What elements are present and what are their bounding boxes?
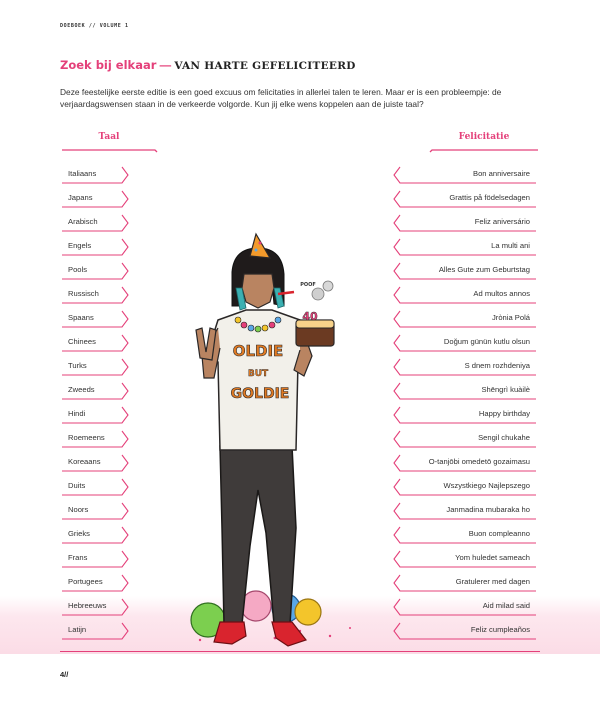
language-label: Hindi bbox=[68, 409, 86, 418]
greeting-item[interactable] bbox=[392, 333, 536, 357]
greeting-label: Happy birthday bbox=[478, 409, 530, 418]
language-label: Italiaans bbox=[68, 169, 97, 178]
language-label: Grieks bbox=[68, 529, 90, 538]
greeting-label: Buon compleanno bbox=[468, 529, 530, 538]
language-label: Koreaans bbox=[68, 457, 101, 466]
smoke-text: POOF bbox=[300, 282, 316, 288]
smoke-puff-1 bbox=[312, 288, 324, 300]
language-label: Arabisch bbox=[68, 217, 98, 226]
greeting-label: Jrònia Polá bbox=[492, 313, 530, 322]
greeting-label: Feliz aniversário bbox=[474, 217, 530, 226]
page-number: 4// bbox=[60, 670, 69, 679]
title-dash: — bbox=[159, 60, 172, 72]
language-label: Portugees bbox=[68, 577, 103, 586]
language-item[interactable] bbox=[60, 261, 128, 285]
greeting-label: Sengil chukahe bbox=[478, 433, 530, 442]
language-label: Zweeds bbox=[68, 385, 95, 394]
language-item[interactable] bbox=[60, 573, 128, 597]
language-label: Chinees bbox=[68, 337, 96, 346]
language-label: Latijn bbox=[68, 625, 87, 634]
language-item[interactable] bbox=[60, 285, 128, 309]
language-label: Turks bbox=[68, 361, 87, 370]
greeting-label: Grattis på födelsedagen bbox=[449, 193, 530, 202]
yellow-balloon bbox=[295, 599, 321, 625]
language-item[interactable] bbox=[60, 333, 128, 357]
party-hat bbox=[250, 234, 270, 258]
greeting-label: S dnem rozhdeniya bbox=[464, 361, 530, 370]
greeting-item[interactable] bbox=[392, 189, 536, 213]
birthday-woman-illustration bbox=[160, 228, 400, 658]
language-item[interactable] bbox=[60, 381, 128, 405]
smoke-puff-2 bbox=[323, 281, 333, 291]
greeting-item[interactable] bbox=[392, 285, 536, 309]
greeting-item[interactable] bbox=[392, 213, 536, 237]
greeting-item[interactable] bbox=[392, 501, 536, 525]
language-label: Frans bbox=[68, 553, 88, 562]
cake-candle: 40 bbox=[302, 310, 318, 323]
language-item[interactable] bbox=[60, 357, 128, 381]
language-item[interactable] bbox=[60, 309, 128, 333]
language-item[interactable] bbox=[60, 501, 128, 525]
greeting-label: Alles Gute zum Geburtstag bbox=[438, 265, 530, 274]
language-item[interactable] bbox=[60, 237, 128, 261]
greeting-label: Shēngrì kuàilè bbox=[481, 385, 530, 394]
language-label: Engels bbox=[68, 241, 92, 250]
language-item[interactable] bbox=[60, 165, 128, 189]
language-item[interactable] bbox=[60, 213, 128, 237]
shirt-text-mid: BUT bbox=[247, 369, 269, 379]
shirt-text-top: OLDIE bbox=[232, 342, 284, 360]
greeting-item[interactable] bbox=[392, 453, 536, 477]
language-item[interactable] bbox=[60, 189, 128, 213]
title-black: VAN HARTE GEFELICITEERD bbox=[174, 60, 356, 72]
language-label: Japans bbox=[68, 193, 93, 202]
page-title bbox=[60, 58, 356, 72]
greeting-item[interactable] bbox=[392, 525, 536, 549]
greeting-label: Doğum günün kutlu olsun bbox=[443, 337, 530, 346]
greeting-item[interactable] bbox=[392, 357, 536, 381]
greeting-item[interactable] bbox=[392, 477, 536, 501]
greeting-label: Janmadina mubaraka ho bbox=[446, 505, 530, 514]
title-pink: Zoek bij elkaar bbox=[60, 58, 157, 72]
greeting-item[interactable] bbox=[392, 261, 536, 285]
language-item[interactable] bbox=[60, 525, 128, 549]
language-item[interactable] bbox=[60, 597, 128, 621]
language-item[interactable] bbox=[60, 405, 128, 429]
greeting-label: Aid milad said bbox=[482, 601, 530, 610]
language-item[interactable] bbox=[60, 477, 128, 501]
greeting-item[interactable] bbox=[392, 381, 536, 405]
language-item[interactable] bbox=[60, 549, 128, 573]
peace-hand bbox=[196, 328, 216, 360]
running-head: DOEBOEK // VOLUME 1 bbox=[60, 23, 129, 29]
greeting-label: La multi ani bbox=[491, 241, 530, 250]
party-hat-dot-2 bbox=[255, 249, 258, 252]
language-label: Noors bbox=[68, 505, 89, 514]
greeting-column-header: Felicitatie bbox=[458, 132, 510, 142]
language-label: Duits bbox=[68, 481, 86, 490]
greeting-header-underline bbox=[428, 149, 540, 151]
face bbox=[242, 274, 274, 308]
language-label: Russisch bbox=[68, 289, 99, 298]
greeting-label: Ad multos annos bbox=[473, 289, 530, 298]
greeting-item[interactable] bbox=[392, 405, 536, 429]
language-label: Spaans bbox=[68, 313, 94, 322]
greeting-label: Yom huledet sameach bbox=[455, 553, 530, 562]
greeting-item[interactable] bbox=[392, 573, 536, 597]
greeting-item[interactable] bbox=[392, 597, 536, 621]
greeting-item[interactable] bbox=[392, 621, 536, 645]
greeting-item[interactable] bbox=[392, 309, 536, 333]
greeting-label: Bon anniversaire bbox=[473, 169, 530, 178]
greeting-item[interactable] bbox=[392, 549, 536, 573]
language-item[interactable] bbox=[60, 621, 128, 645]
language-header-underline bbox=[60, 149, 158, 151]
language-item[interactable] bbox=[60, 429, 128, 453]
language-label: Pools bbox=[68, 265, 87, 274]
language-item[interactable] bbox=[60, 453, 128, 477]
greeting-label: Feliz cumpleaños bbox=[470, 625, 530, 634]
greeting-label: Gratulerer med dagen bbox=[455, 577, 530, 586]
greeting-label: O-tanjōbi omedetō gozaimasu bbox=[428, 457, 530, 466]
party-hat-dot bbox=[259, 242, 262, 245]
shirt-text-bottom: GOLDIE bbox=[230, 386, 290, 402]
language-list bbox=[60, 165, 128, 645]
language-column-header: Taal bbox=[98, 132, 120, 142]
greeting-list bbox=[392, 165, 536, 645]
greeting-item[interactable] bbox=[392, 237, 536, 261]
language-label: Hebreeuws bbox=[68, 601, 107, 610]
language-label: Roemeens bbox=[68, 433, 105, 442]
greeting-label: Wszystkiego Najlepszego bbox=[443, 481, 530, 490]
right-shoe bbox=[272, 622, 306, 646]
greeting-item[interactable] bbox=[392, 165, 536, 189]
intro-text: Deze feestelijke eerste editie is een goed excuus om felicitaties in allerlei talen te leren. Maar er is een probleempje: de verjaardagswensen staan in de verkeerde volgorde. Kun jij elke wens koppelen aan de juiste taal? bbox=[60, 87, 502, 109]
left-shoe bbox=[214, 622, 246, 644]
greeting-item[interactable] bbox=[392, 429, 536, 453]
